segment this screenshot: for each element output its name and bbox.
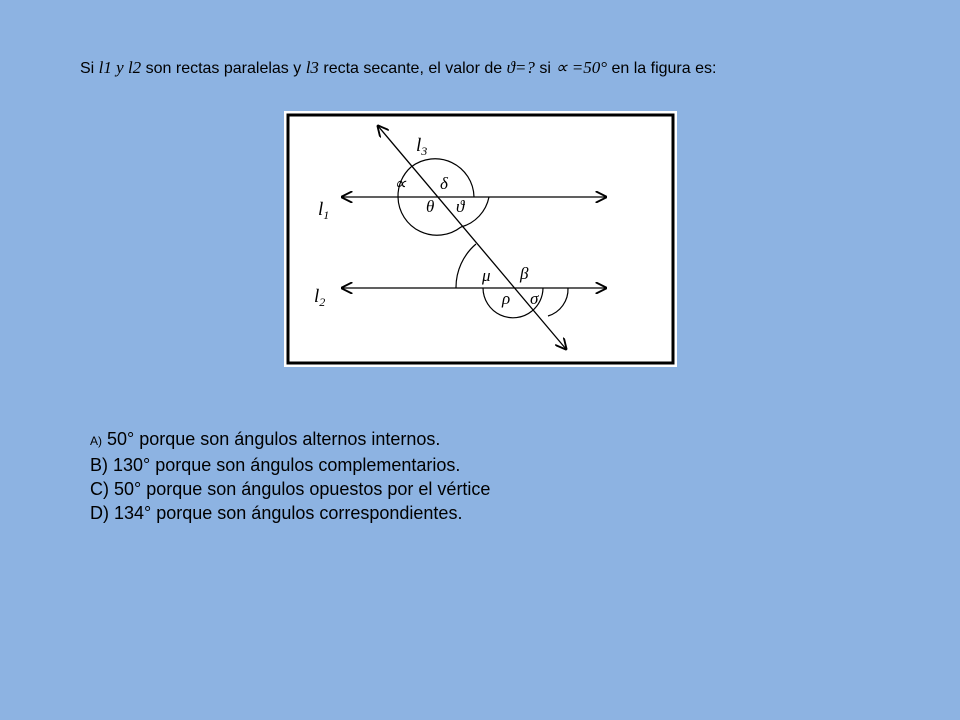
answer-text: 50° porque son ángulos opuestos por el vértice [109,479,491,499]
question-part: en la figura es: [607,60,717,77]
answer-option-b[interactable] [90,453,910,477]
angle-sigma: σ [530,289,539,308]
label-l3: $l_3$ [416,135,428,158]
angle-rho: ρ [502,289,511,308]
given-angle: ∝ =50° [555,58,608,77]
answer-text: 134° porque son ángulos correspondientes. [109,503,463,523]
angle-theta: θ [426,197,435,216]
figure-frame [288,115,673,363]
question-part: Si [80,60,99,77]
label-l1: $l_1$ [318,199,330,222]
question-part: son rectas paralelas y [141,60,306,77]
answer-text: 50° porque son ángulos alternos internos. [102,429,441,449]
secant-label: l3 [305,58,319,77]
angle-mu: μ [482,266,491,285]
answer-text: 130° porque son ángulos complementarios. [108,455,461,475]
unknown-angle: ϑ=? [506,58,535,77]
answer-option-a[interactable] [90,427,910,453]
answer-letter: C) [90,479,109,499]
question-part: recta secante, el valor de [318,60,507,77]
answer-letter: A) [90,434,102,448]
figure-svg [284,111,677,367]
answer-option-d[interactable] [90,501,910,525]
answer-letter: B) [90,455,108,475]
answer-options [90,427,910,525]
angle-beta: β [520,264,529,283]
angle-alpha: ∝ [394,174,407,193]
answer-letter: D) [90,503,109,523]
label-l2: $l_2$ [314,286,326,309]
angle-vartheta: ϑ [456,197,465,216]
question-text [80,58,940,78]
lines-parallel-label: l1 y l2 [98,58,142,77]
geometry-figure [284,111,677,367]
angle-delta: δ [440,174,448,193]
question-part: si [534,60,556,77]
answer-option-c[interactable] [90,477,910,501]
